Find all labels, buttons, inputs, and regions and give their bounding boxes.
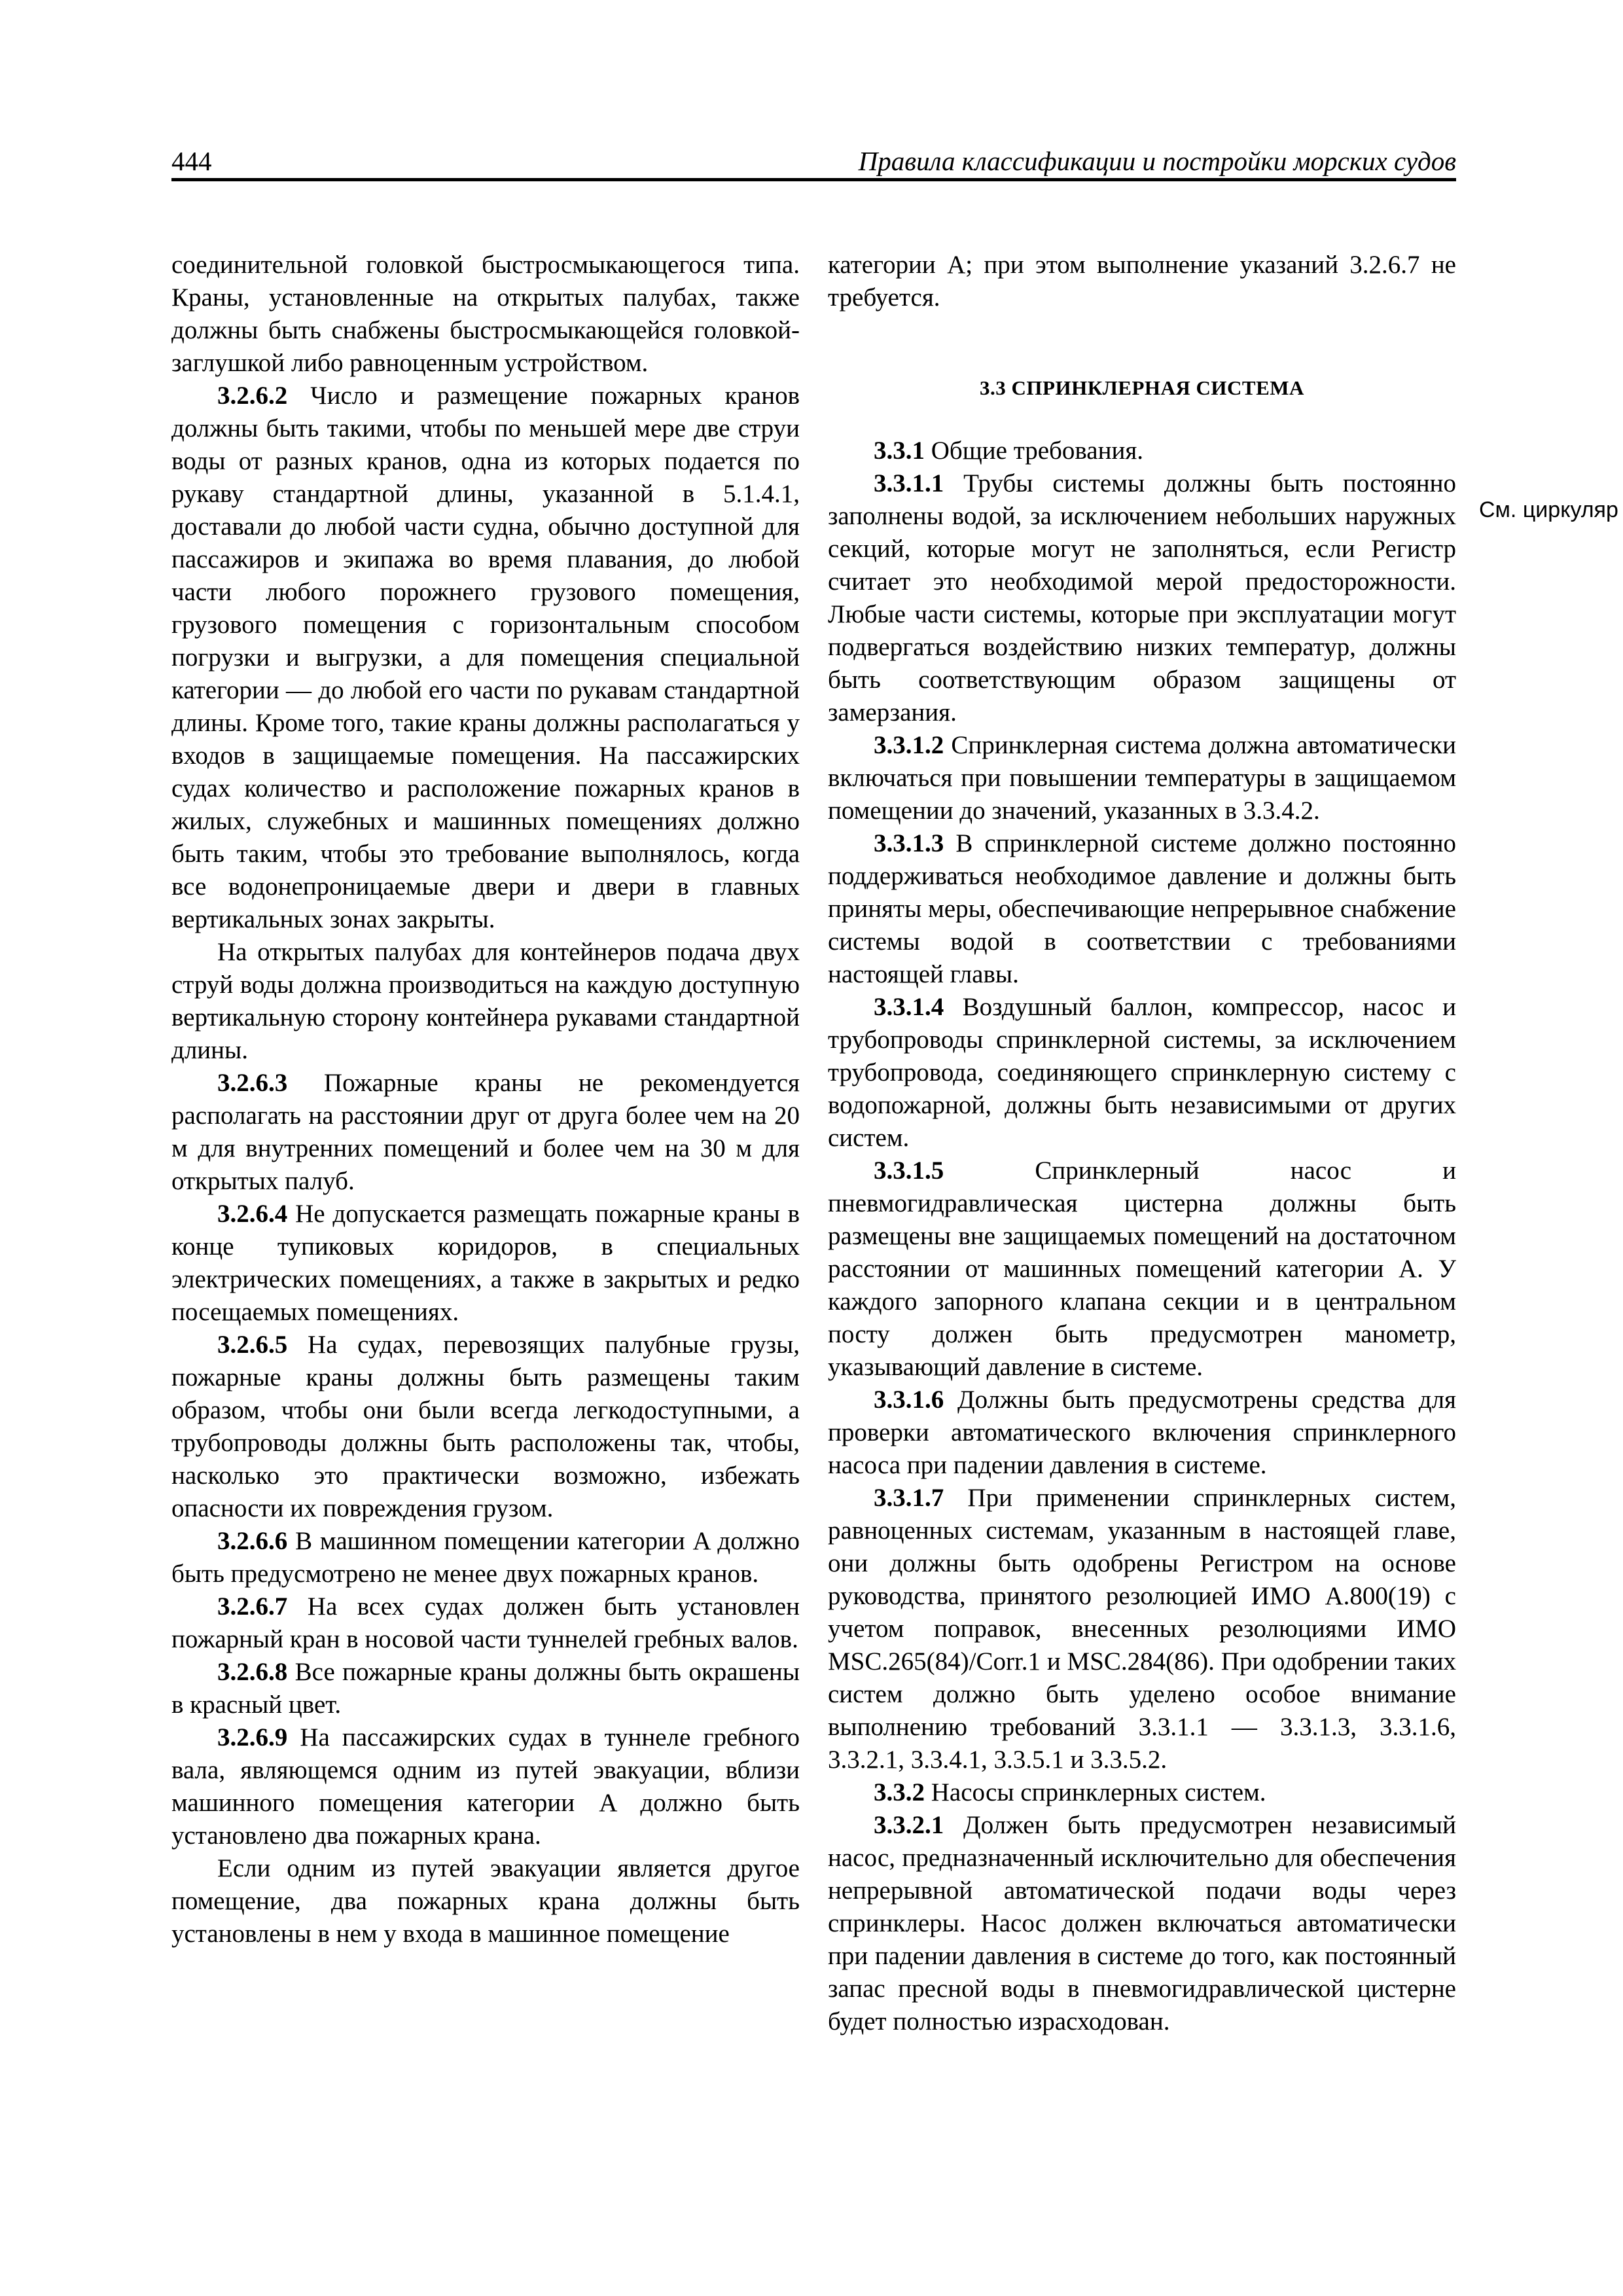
paragraph-3-2-6-6: [171, 1525, 800, 1590]
paragraph-text: Воздушный баллон, компрессор, насос и трубопроводы спринклерной системы, за исключением трубопровода, соединяющего спринклерную систему с водопожарной, должны быть независимыми от других систем.: [828, 993, 1456, 1152]
left-column: [171, 249, 800, 1950]
paragraph-3-2-6-7: [171, 1590, 800, 1656]
header-rule: [171, 178, 1456, 181]
paragraph-text: Должен быть предусмотрен независимый насос, предназначенный исключительно для обеспечения непрерывной автоматической подачи воды через спринклеры. Насос должен включаться автоматически при падении давления в системе до того, как постоянный запас пресной воды в пневмогидравлической цистерне будет полностью израсходован.: [828, 1811, 1456, 2036]
paragraph-3-3-1-2: [828, 729, 1456, 827]
clause-number: 3.2.6.6: [217, 1527, 288, 1555]
paragraph: На открытых палубах для контейнеров подача двух струй воды должна производиться на каждую доступную вертикальную сторону контейнера рукавами стандартной длины.: [171, 938, 800, 1064]
paragraph-3-2-6-5: [171, 1329, 800, 1525]
clause-number: 3.3.2.1: [874, 1811, 944, 1839]
subsection-title: Насосы спринклерных систем.: [931, 1778, 1266, 1806]
clause-number: 3.3.1.2: [874, 731, 944, 759]
paragraph-3-2-6-3: [171, 1067, 800, 1198]
paragraph-text: Пожарные краны не рекомендуется располагать на расстоянии друг от друга более чем на 20 м для внутренних помещений и более чем на 30 м для открытых палуб.: [171, 1069, 800, 1195]
clause-number: 3.2.6.9: [217, 1723, 288, 1751]
subsection-title: Общие требования.: [931, 437, 1144, 465]
paragraph-text: Не допускается размещать пожарные краны в конце тупиковых коридоров, в специальных электрических помещениях, а также в закрытых и редко посещаемых помещениях.: [171, 1200, 800, 1326]
paragraph-text: Спринклерный насос и пневмогидравлическая цистерна должны быть размещены вне защищаемых помещений на достаточном расстоянии от машинных помещений категории A. У каждого запорного клапана секции и в центральном посту должен быть предусмотрен манометр, указывающий давление в системе.: [828, 1157, 1457, 1381]
clause-number: 3.2.6.7: [217, 1592, 288, 1621]
clause-number: 3.2.6.5: [217, 1331, 288, 1359]
clause-number: 3.3.1.5: [874, 1157, 944, 1185]
paragraph: категории A; при этом выполнение указаний 3.2.6.7 не требуется.: [828, 251, 1456, 312]
margin-note: См. циркуляр: [1479, 497, 1618, 522]
paragraph-3-2-6-8: [171, 1656, 800, 1721]
paragraph-text: На всех судах должен быть установлен пожарный кран в носовой части туннелей гребных валов.: [171, 1592, 800, 1653]
paragraph: соединительной головкой быстросмыкающегося типа. Краны, установленные на открытых палубах, также должны быть снабжены быстросмыкающейся головкой-заглушкой либо равноценным устройством.: [171, 251, 800, 377]
clause-number: 3.2.6.3: [217, 1069, 288, 1097]
clause-number: 3.2.6.2: [217, 382, 288, 410]
paragraph-3-3-1-4: [828, 991, 1456, 1155]
paragraph-3-3-1-3: [828, 827, 1456, 991]
paragraph-3-2-6-9: [171, 1721, 800, 1852]
clause-number: 3.3.1.1: [874, 469, 944, 497]
page-number: 444: [171, 146, 212, 176]
paragraph-3-3-1-6: [828, 1384, 1456, 1482]
paragraph-text: На судах, перевозящих палубные грузы, пожарные краны должны быть размещены таким образом, чтобы они были всегда легкодоступными, а трубопроводы должны быть расположены так, чтобы, насколько это практически возможно, избежать опасности их повреждения грузом.: [171, 1331, 800, 1522]
clause-number: 3.3.1: [874, 437, 925, 465]
paragraph-3-2-6-4: [171, 1198, 800, 1329]
clause-number: 3.3.1.7: [874, 1484, 944, 1512]
paragraph-text: В машинном помещении категории A должно быть предусмотрено не менее двух пожарных кранов.: [171, 1527, 800, 1588]
paragraph-3-3-1-1: [828, 467, 1456, 729]
paragraph-text: Число и размещение пожарных кранов должны быть такими, чтобы по меньшей мере две струи воды от разных кранов, одна из которых подается по рукаву стандартной длины, указанной в 5.1.4.1, доставали до любой части судна, обычно доступной для пассажиров и экипажа во время плавания, до любой части любого порожнего грузового помещения, грузового помещения с горизонтальным способом погрузки и выгрузки, а для помещения специальной категории — до любой его части по рукавам стандартной длины. Кроме того, такие краны должны располагаться у входов в защищаемые помещения. На пассажирских судах количество и расположение пожарных кранов в жилых, служебных и машинных помещениях должно быть таким, чтобы это требование выполнялось, когда все водонепроницаемые двери и двери в главных вертикальных зонах закрыты.: [171, 382, 800, 933]
paragraph-text: Трубы системы должны быть постоянно заполнены водой, за исключением небольших наружных секций, которые могут не заполняться, если Регистр считает это необходимой мерой предосторожности. Любые части системы, которые при эксплуатации могут подвергаться воздействию низких температур, должны быть соответствующим образом защищены от замерзания.: [828, 469, 1457, 726]
paragraph-text: При применении спринклерных систем, равноценных системам, указанным в настоящей главе, они должны быть одобрены Регистром на основе руководства, принятого резолюцией ИМО A.800(19) с учетом поправок, внесенных резолюциями ИМО MSC.265(84)/Corr.1 и MSC.284(86). При одобрении таких систем должно быть уделено особое внимание выполнению требований 3.3.1.1 — 3.3.1.3, 3.3.1.6, 3.3.2.1, 3.3.4.1, 3.3.5.1 и 3.3.5.2.: [828, 1484, 1456, 1774]
paragraph-text: Должны быть предусмотрены средства для проверки автоматического включения спринклерного насоса при падении давления в системе.: [828, 1386, 1457, 1479]
paragraph-text: Спринклерная система должна автоматически включаться при повышении температуры в защищаемом помещении до значений, указанных в 3.3.4.2.: [828, 731, 1456, 825]
paragraph-3-3-1-7: [828, 1482, 1456, 1776]
clause-number: 3.3.2: [874, 1778, 925, 1806]
paragraph-text: В спринклерной системе должно постоянно поддерживаться необходимое давление и должны быть приняты меры, обеспечивающие непрерывное снабжение системы водой в соответствии с требованиями настоящей главы.: [828, 829, 1456, 988]
clause-number: 3.2.6.8: [217, 1658, 288, 1686]
clause-number: 3.3.1.4: [874, 993, 944, 1021]
running-title: Правила классификации и постройки морских судов: [858, 146, 1456, 176]
paragraph-text: На пассажирских судах в туннеле гребного вала, являющемся одним из путей эвакуации, вблизи машинного помещения категории A должно быть установлено два пожарных крана.: [171, 1723, 800, 1850]
clause-number: 3.2.6.4: [217, 1200, 288, 1228]
right-column: [828, 249, 1456, 2038]
paragraph-3-3-1-5: [828, 1155, 1456, 1384]
paragraph-text: Все пожарные краны должны быть окрашены в красный цвет.: [171, 1658, 800, 1719]
section-heading: 3.3 СПРИНКЛЕРНАЯ СИСТЕМА: [980, 376, 1304, 399]
subsection-3-3-2: [828, 1776, 1456, 1809]
paragraph-3-3-2-1: [828, 1809, 1456, 2038]
paragraph-3-2-6-2: [171, 380, 800, 936]
subsection-3-3-1: [828, 435, 1456, 467]
paragraph: Если одним из путей эвакуации является другое помещение, два пожарных крана должны быть установлены в нем у входа в машинное помещение: [171, 1854, 800, 1948]
clause-number: 3.3.1.3: [874, 829, 944, 857]
clause-number: 3.3.1.6: [874, 1386, 944, 1414]
